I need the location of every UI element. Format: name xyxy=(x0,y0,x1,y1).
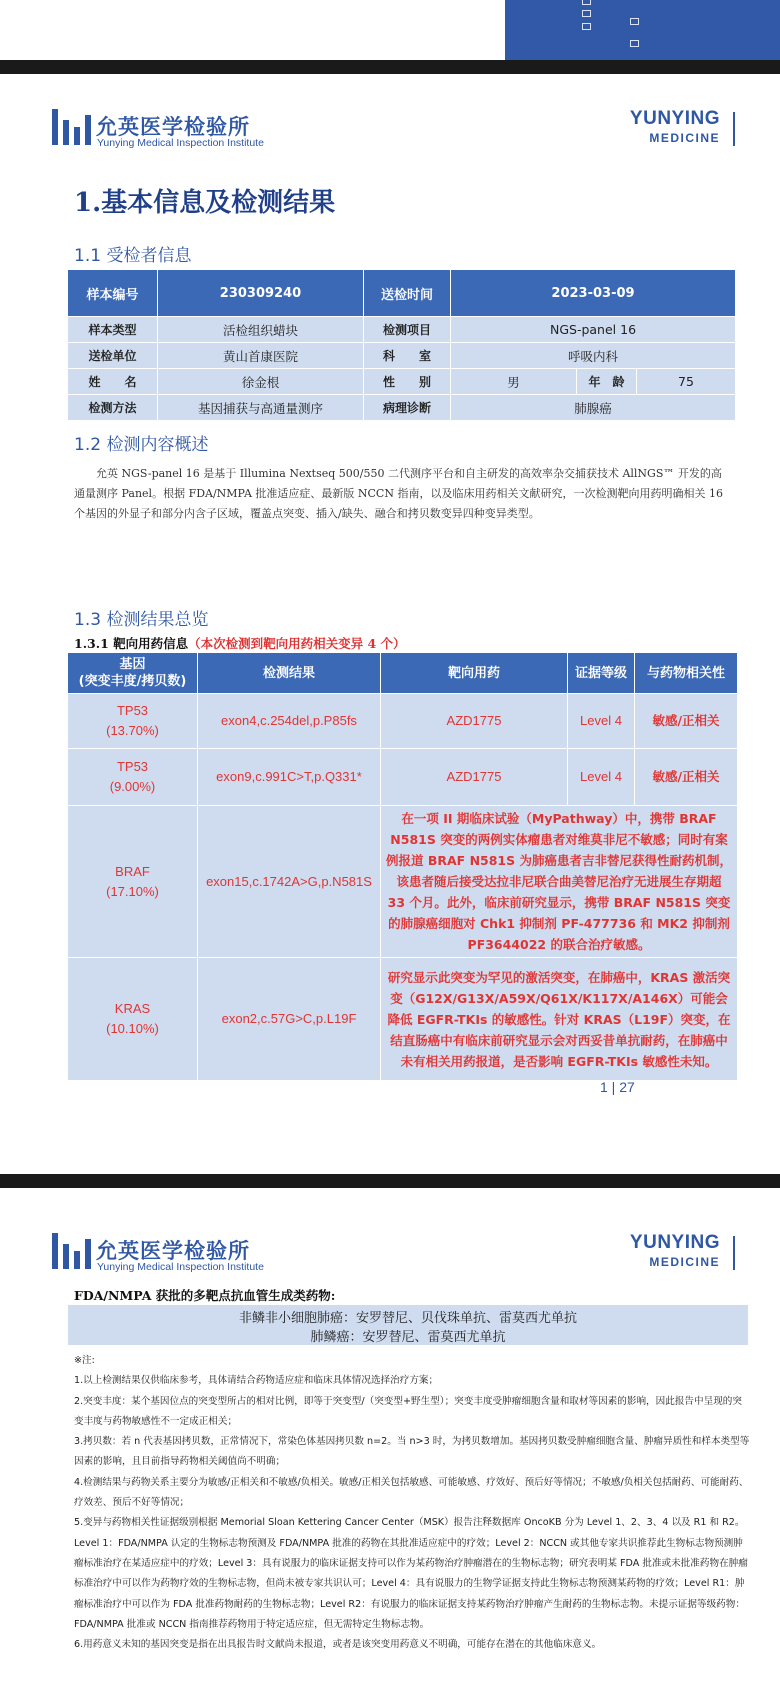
table-row xyxy=(68,270,736,317)
square-icon xyxy=(582,10,591,17)
table-row xyxy=(68,958,738,1081)
note-item: 5.变异与药物相关性证据级别根据 Memorial Sloan Kettering Cancer Center（MSK）报告注释数据库 OncoKB 分为 Level 1、2、3、4 以及 R1 和 R2。Level 1：FDA/NMPA 认定的生物标志物预测及 FDA/NMPA 批准的药物在其批准适应症中的疗效；Level 2：NCCN 或其他专家共识推荐此生物标志物预测肿瘤标准治疗在某适应症中的疗效；Level 3：具有说服力的临床证据支持可以作为某药物治疗肿瘤潜在的生物标志物；研究表明某 FDA 批准或未批准药物在肿瘤标准治疗中可以作为药物疗效的生物标志物，但尚未被专家共识认可；Level 4：具有说服力的生物学证据支持此生物标志物预测某药物的疗效；Level R1：肿瘤标准治疗中可以作为 FDA 批准药物耐药的生物标志物；Level R2：有说服力的临床证据支持某药物治疗肿瘤产生耐药的生物标志物。未提示证据等级药物：FDA/NMPA 批准或 NCCN 指南推荐药物用于特定适应症，但无需特定生物标志物。 xyxy=(74,1517,748,1630)
column-header-drug: 靶向用药 xyxy=(381,653,568,694)
column-header-gene: 基因 (突变丰度/拷贝数) xyxy=(68,653,198,694)
cover-blue-band xyxy=(505,0,780,60)
note-item: 4.检测结果与药物关系主要分为敏感/正相关和不敏感/负相关。敏感/正相关包括敏感、可能敏感、疗效好、预后好等情况；不敏感/负相关包括耐药、可能耐药、疗效差、预后不好等情况； xyxy=(74,1476,749,1509)
cell-value: NGS-panel 16 xyxy=(451,317,736,343)
notes-heading: ※注: xyxy=(74,1355,95,1366)
table-row xyxy=(68,694,738,749)
gene-cell: KRAS (10.10%) xyxy=(68,958,198,1081)
subsection-title-1-2: 1.2 检测内容概述 xyxy=(74,435,209,455)
description-cell: 在一项 II 期临床试验（MyPathway）中，携带 BRAF N581S 突变的两例实体瘤患者对维莫非尼不敏感；同时有案例报道 BRAF N581S 为肺癌患者吉非替尼获得性耐药机制，该患者随后接受达拉非尼联合曲美替尼治疗无进展生存期超 33 个月。此外，临床前研究显示，携带 BRAF N581S 突变的肺腺癌细胞对 Chk1 抑制剂 PF-477736 和 MK2 抑制剂 PF3644022 的联合治疗敏感。 xyxy=(381,806,738,958)
cell-value: 2023-03-09 xyxy=(451,270,736,317)
cell-value: 黄山首康医院 xyxy=(158,343,364,369)
cell-label: 检测方法 xyxy=(68,395,158,421)
brand-divider xyxy=(733,1236,735,1270)
cell-label: 检测项目 xyxy=(364,317,451,343)
cell-label: 送检单位 xyxy=(68,343,158,369)
cell-label: 姓 名 xyxy=(68,369,158,395)
note-item: 1.以上检测结果仅供临床参考，具体请结合药物适应症和临床具体情况选择治疗方案； xyxy=(74,1375,439,1387)
drug-cell: AZD1775 xyxy=(381,749,568,806)
report-page-2 xyxy=(0,1188,780,1688)
result-cell: exon2,c.57G>C,p.L19F xyxy=(198,958,381,1081)
cell-value: 230309240 xyxy=(158,270,364,317)
fda-drug-line: 非鳞非小细胞肺癌：安罗替尼、贝伐珠单抗、雷莫西尤单抗 xyxy=(238,1311,577,1326)
report-page-1 xyxy=(0,74,780,1174)
brand-name: YUNYING xyxy=(629,108,720,129)
table-row xyxy=(68,369,736,395)
targeted-drug-table xyxy=(67,652,738,1081)
section-title: 1.基本信息及检测结果 xyxy=(74,188,336,218)
relevance-cell: 敏感/正相关 xyxy=(635,749,738,806)
gene-cell: TP53 (13.70%) xyxy=(68,694,198,749)
subsection-title-1-3: 1.3 检测结果总览 xyxy=(74,610,209,630)
cell-label: 科 室 xyxy=(364,343,451,369)
note-item: 3.拷贝数：若 n 代表基因拷贝数，正常情况下，常染色体基因拷贝数 n=2。当 n>3 时，为拷贝数增加。基因拷贝数受肿瘤细胞含量、肿瘤异质性和样本类型等因素的影响，且目前指导药物相关阈值尚不明确； xyxy=(74,1436,750,1468)
square-icon xyxy=(630,18,639,25)
logo-english-name: Yunying Medical Inspection Institute xyxy=(97,1261,264,1273)
result-cell: exon15,c.1742A>G,p.N581S xyxy=(198,806,381,958)
notes-section xyxy=(74,1351,750,1655)
brand-subname: MEDICINE xyxy=(649,131,720,145)
cell-label: 样本类型 xyxy=(68,317,158,343)
logo-bars-icon xyxy=(52,109,92,145)
cell-value: 活检组织蜡块 xyxy=(158,317,364,343)
column-header-relevance: 与药物相关性 xyxy=(635,653,738,694)
cell-label: 性 别 xyxy=(364,369,451,395)
result-cell: exon4,c.254del,p.P85fs xyxy=(198,694,381,749)
cell-value: 基因捕获与高通量测序 xyxy=(158,395,364,421)
logo-bars-icon xyxy=(52,1233,92,1269)
page-number: 1 | 27 xyxy=(600,1079,635,1095)
table-row xyxy=(68,749,738,806)
table-row xyxy=(68,395,736,421)
level-cell: Level 4 xyxy=(568,694,635,749)
subsection-title-1-1: 1.1 受检者信息 xyxy=(74,246,192,266)
table-row xyxy=(68,343,736,369)
patient-info-table xyxy=(67,269,736,421)
square-icon xyxy=(582,23,591,30)
cell-value: 呼吸内科 xyxy=(451,343,736,369)
drug-cell: AZD1775 xyxy=(381,694,568,749)
table-header-row xyxy=(68,653,738,694)
logo-chinese-name: 允英医学检验所 xyxy=(96,115,250,139)
note-item: 2.突变丰度：某个基因位点的突变型所占的相对比例，即等于突变型/（突变型+野生型）；突变丰度受肿瘤细胞含量和取材等因素的影响，因此报告中呈现的突变丰度与药物敏感性不一定成正相关； xyxy=(74,1395,742,1427)
cell-label: 样本编号 xyxy=(68,270,158,317)
gene-cell: BRAF (17.10%) xyxy=(68,806,198,958)
fda-drug-title: FDA/NMPA 获批的多靶点抗血管生成类药物: xyxy=(74,1288,336,1303)
cell-value: 男 xyxy=(451,369,577,395)
relevance-cell: 敏感/正相关 xyxy=(635,694,738,749)
note-item: 6.用药意义未知的基因突变是指在出具报告时文献尚未报道，或者是该突变用药意义不明确，可能存在潜在的其他临床意义。 xyxy=(74,1639,602,1651)
subtitle-alert: （本次检测到靶向用药相关变异 4 个） xyxy=(188,636,406,651)
table-row xyxy=(68,317,736,343)
cell-label: 送检时间 xyxy=(364,270,451,317)
cell-value: 肺腺癌 xyxy=(451,395,736,421)
cell-value: 徐金根 xyxy=(158,369,364,395)
column-header-level: 证据等级 xyxy=(568,653,635,694)
cover-page-fragment xyxy=(0,0,780,60)
table-row xyxy=(68,806,738,958)
fda-drug-box xyxy=(68,1305,748,1345)
level-cell: Level 4 xyxy=(568,749,635,806)
subtitle-text: 1.3.1 靶向用药信息 xyxy=(74,636,189,651)
cell-label: 病理诊断 xyxy=(364,395,451,421)
brand-name: YUNYING xyxy=(629,1232,720,1253)
fda-drug-line: 肺鳞癌：安罗替尼、雷莫西尤单抗 xyxy=(310,1330,506,1345)
logo-english-name: Yunying Medical Inspection Institute xyxy=(97,137,264,149)
logo-chinese-name: 允英医学检验所 xyxy=(96,1239,250,1263)
brand-subname: MEDICINE xyxy=(649,1255,720,1269)
column-header-result: 检测结果 xyxy=(198,653,381,694)
result-cell: exon9,c.991C>T,p.Q331* xyxy=(198,749,381,806)
cell-label: 年 龄 xyxy=(577,369,637,395)
gene-cell: TP53 (9.00%) xyxy=(68,749,198,806)
cell-value: 75 xyxy=(637,369,736,395)
overview-paragraph: 允英 NGS-panel 16 是基于 Illumina Nextseq 500/550 二代测序平台和自主研发的高效率杂交捕获技术 AllNGS™ 开发的高通量测序 Panel。根据 FDA/NMPA 批准适应症、最新版 NCCN 指南，以及临床用药相关文献研究，一次检测靶向用药明确相关 16 个基因的外显子和部分内含子区域，覆盖点突变、插入/缺失、融合和拷贝数变异四种变异类型。 xyxy=(74,467,723,520)
square-icon xyxy=(630,40,639,47)
brand-divider xyxy=(733,112,735,146)
square-icon xyxy=(582,0,591,5)
targeted-drug-subtitle xyxy=(74,634,406,652)
description-cell: 研究显示此突变为罕见的激活突变，在肺癌中，KRAS 激活突变（G12X/G13X/A59X/Q61X/K117X/A146X）可能会降低 EGFR-TKIs 的敏感性。针对 KRAS（L19F）突变，在结直肠癌中有临床前研究显示会对西妥昔单抗耐药，在肺癌中未有相关用药报道，是否影响 EGFR-TKIs 敏感性未知。 xyxy=(381,958,738,1081)
